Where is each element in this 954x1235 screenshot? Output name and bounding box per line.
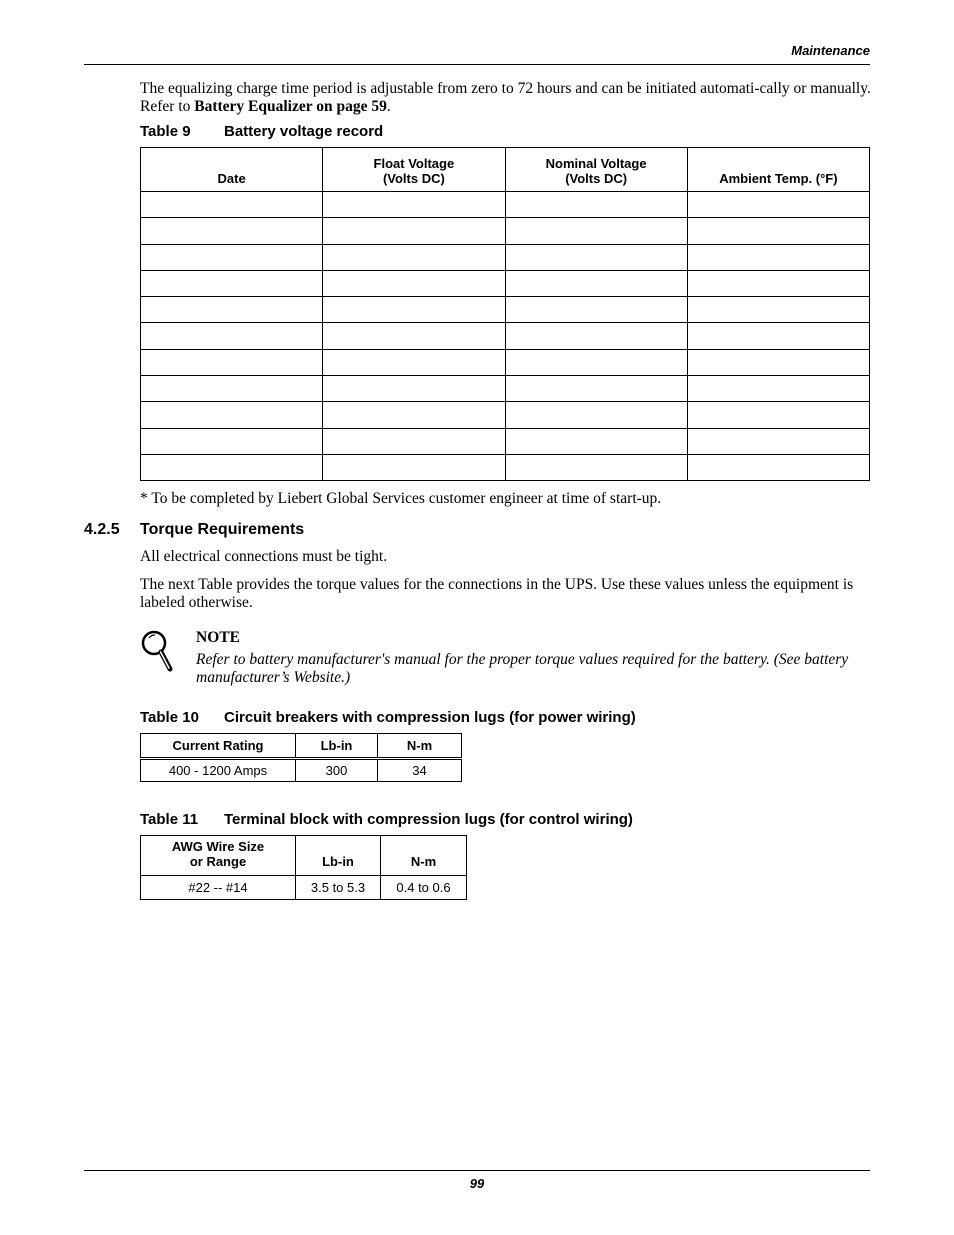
table-cell — [687, 218, 869, 244]
table-cell — [141, 428, 323, 454]
table-cell — [505, 323, 687, 349]
table-cell — [323, 428, 505, 454]
table-cell — [687, 349, 869, 375]
table-cell — [687, 297, 869, 323]
table-cell — [323, 376, 505, 402]
intro-paragraph: The equalizing charge time period is adjustable from zero to 72 hours and can be initiated automati-cally or manually. Refer to Battery Equalizer on page 59. — [140, 80, 871, 115]
table-cell — [505, 454, 687, 480]
table-cell — [323, 297, 505, 323]
note-text: Refer to battery manufacturer's manual for the proper torque values required for the battery. (See battery manufacturer’s Website.) — [196, 651, 849, 686]
table-cell — [141, 244, 323, 270]
footer-rule — [84, 1170, 870, 1171]
table-row — [141, 349, 870, 375]
header-n-m: N-m — [378, 734, 462, 759]
table-cell — [323, 323, 505, 349]
table-cell — [505, 376, 687, 402]
table-row — [141, 192, 870, 218]
table-row — [141, 244, 870, 270]
cell-current-rating: 400 - 1200 Amps — [141, 759, 296, 782]
table-row — [141, 270, 870, 296]
table-row — [141, 218, 870, 244]
header-rule — [84, 64, 870, 65]
table-cell — [141, 402, 323, 428]
cell-lb-in: 300 — [296, 759, 378, 782]
running-header: Maintenance — [791, 43, 870, 58]
table-cell — [687, 376, 869, 402]
table11-caption: Table 11 Terminal block with compression lugs (for control wiring) — [140, 811, 633, 828]
table-row — [141, 428, 870, 454]
header-date: Date — [141, 148, 323, 192]
table-row — [141, 323, 870, 349]
table-row — [141, 454, 870, 480]
magnifier-icon — [140, 630, 174, 672]
header-nominal-voltage: Nominal Voltage (Volts DC) — [505, 148, 687, 192]
table-cell — [687, 402, 869, 428]
header-lb-in: Lb-in — [296, 836, 381, 876]
table-cell — [687, 428, 869, 454]
table-cell — [687, 244, 869, 270]
cell-n-m: 0.4 to 0.6 — [381, 876, 467, 900]
page-number: 99 — [469, 1176, 485, 1191]
table10-caption: Table 10 Circuit breakers with compression lugs (for power wiring) — [140, 709, 636, 726]
table-cell — [141, 218, 323, 244]
table-cell — [687, 454, 869, 480]
table-cell — [141, 454, 323, 480]
table-cell — [505, 349, 687, 375]
terminal-block-torque-table — [140, 835, 467, 900]
header-awg-wire-size: AWG Wire Size or Range — [141, 836, 296, 876]
header-current-rating: Current Rating — [141, 734, 296, 759]
circuit-breaker-torque-table — [140, 733, 462, 782]
cell-n-m: 34 — [378, 759, 462, 782]
table-cell — [141, 349, 323, 375]
header-n-m: N-m — [381, 836, 467, 876]
table-cell — [141, 192, 323, 218]
table-row — [141, 297, 870, 323]
table-cell — [141, 270, 323, 296]
table-cell — [323, 244, 505, 270]
table-cell — [323, 218, 505, 244]
section-heading: 4.2.5 Torque Requirements — [84, 521, 305, 538]
table-cell — [505, 428, 687, 454]
paragraph-torque-table: The next Table provides the torque values for the connections in the UPS. Use these values unless the equipment is labeled otherwise. — [140, 576, 854, 611]
battery-voltage-table — [140, 147, 870, 481]
table-cell — [505, 297, 687, 323]
table-cell — [687, 323, 869, 349]
paragraph-connections: All electrical connections must be tight. — [140, 548, 388, 565]
table-cell — [141, 323, 323, 349]
table-cell — [323, 454, 505, 480]
note-title: NOTE — [196, 629, 240, 646]
table-cell — [323, 349, 505, 375]
table-cell — [505, 244, 687, 270]
table-cell — [687, 270, 869, 296]
cross-reference-link[interactable]: Battery Equalizer on page 59 — [194, 98, 387, 115]
table-cell — [323, 402, 505, 428]
table9-footnote: * To be completed by Liebert Global Services customer engineer at time of start-up. — [140, 490, 662, 507]
table-cell — [505, 402, 687, 428]
table-row — [141, 376, 870, 402]
table-cell — [141, 376, 323, 402]
table-cell — [505, 270, 687, 296]
table9-caption: Table 9 Battery voltage record — [140, 123, 384, 140]
header-lb-in: Lb-in — [296, 734, 378, 759]
cell-awg-wire-size: #22 -- #14 — [141, 876, 296, 900]
table-cell — [505, 218, 687, 244]
cell-lb-in: 3.5 to 5.3 — [296, 876, 381, 900]
table-row — [141, 876, 467, 900]
table-row — [141, 402, 870, 428]
table-cell — [505, 192, 687, 218]
table-cell — [141, 297, 323, 323]
table-cell — [323, 270, 505, 296]
header-ambient-temp: Ambient Temp. (°F) — [687, 148, 869, 192]
table-cell — [323, 192, 505, 218]
header-float-voltage: Float Voltage (Volts DC) — [323, 148, 505, 192]
table-row — [141, 759, 462, 782]
table-cell — [687, 192, 869, 218]
